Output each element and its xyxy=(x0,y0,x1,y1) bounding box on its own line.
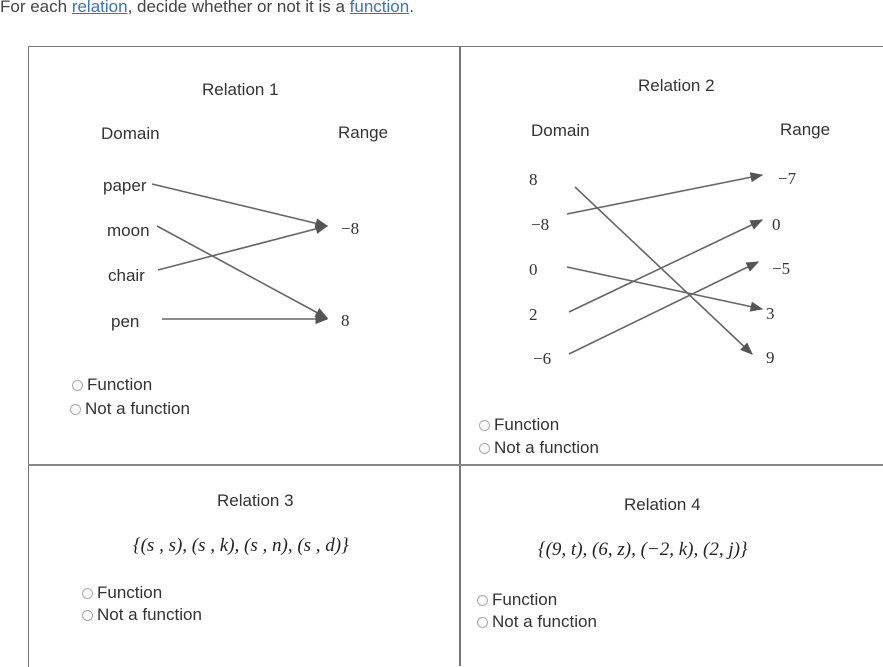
relation1-range-heading: Range xyxy=(338,123,389,142)
radio-button[interactable] xyxy=(479,443,490,454)
function-link[interactable]: function xyxy=(349,0,410,16)
radio-button[interactable] xyxy=(70,404,81,415)
relation2-title: Relation 2 xyxy=(638,76,715,95)
relation2-domain-item: 8 xyxy=(529,170,538,189)
relation3-title: Relation 3 xyxy=(217,491,294,510)
relation2-function-option[interactable] xyxy=(479,415,559,435)
option-label: Function xyxy=(97,583,163,602)
option-label: Function xyxy=(87,375,153,394)
relation3-set: {(s , s), (s , k), (s , n), (s , d)} xyxy=(133,535,349,556)
radio-button[interactable] xyxy=(479,420,490,431)
r1-arrow-paper xyxy=(152,184,327,226)
relation1-domain-item: chair xyxy=(108,266,145,285)
relation2-domain-item: 2 xyxy=(529,305,538,324)
option-label: Not a function xyxy=(492,612,597,631)
relation2-domain-heading: Domain xyxy=(531,121,590,140)
relation-link[interactable]: relation xyxy=(71,0,128,16)
relation4-title: Relation 4 xyxy=(624,495,701,514)
option-label: Function xyxy=(492,590,558,609)
relation3-function-option[interactable] xyxy=(82,583,162,603)
instructions-text: , decide whether or not it is a xyxy=(127,0,350,16)
option-label: Not a function xyxy=(85,399,190,418)
radio-button[interactable] xyxy=(82,610,93,621)
option-label: Not a function xyxy=(97,605,202,624)
relation2-domain-item: −6 xyxy=(533,349,552,368)
relation1-range-item: −8 xyxy=(341,219,360,238)
radio-button[interactable] xyxy=(477,595,488,606)
relation2-range-item: −5 xyxy=(772,259,791,278)
r2-arrow-neg6 xyxy=(569,262,758,354)
relation1-domain-item: paper xyxy=(103,176,147,195)
relation4-set: {(9, t), (6, z), (−2, k), (2, j)} xyxy=(538,539,748,560)
relation2-domain-item: −8 xyxy=(531,215,550,234)
radio-button[interactable] xyxy=(477,617,488,628)
relation4-not-function-option[interactable] xyxy=(477,612,597,632)
option-label: Function xyxy=(494,415,560,434)
instructions-text: . xyxy=(409,0,414,16)
relation2-range-item: 0 xyxy=(772,215,781,234)
r1-arrow-chair xyxy=(158,226,327,270)
option-label: Not a function xyxy=(494,438,599,457)
relation3-not-function-option[interactable] xyxy=(82,605,202,625)
relation2-range-heading: Range xyxy=(780,120,831,139)
r2-arrow-8 xyxy=(575,187,752,354)
relation1-domain-item: moon xyxy=(107,221,150,240)
radio-button[interactable] xyxy=(72,380,83,391)
instructions-text: For each xyxy=(0,0,72,16)
r1-arrow-moon xyxy=(157,226,327,318)
relation2-range-item: 3 xyxy=(766,304,775,323)
r2-arrow-0 xyxy=(567,267,762,309)
relation1-function-option[interactable] xyxy=(72,375,152,395)
relation4-function-option[interactable] xyxy=(477,590,557,610)
relation2-not-function-option[interactable] xyxy=(479,438,599,458)
relation1-domain-heading: Domain xyxy=(101,124,160,143)
relation2-domain-item: 0 xyxy=(529,260,538,279)
relation1-range-item: 8 xyxy=(341,311,350,330)
r2-arrow-neg8 xyxy=(567,175,762,214)
r2-arrow-2 xyxy=(569,220,762,312)
relation1-domain-item: pen xyxy=(111,312,140,331)
relation2-range-item: 9 xyxy=(766,348,775,367)
relation2-range-item: −7 xyxy=(778,169,797,188)
relation1-not-function-option[interactable] xyxy=(70,399,190,419)
radio-button[interactable] xyxy=(82,588,93,599)
relation1-title: Relation 1 xyxy=(202,80,279,99)
